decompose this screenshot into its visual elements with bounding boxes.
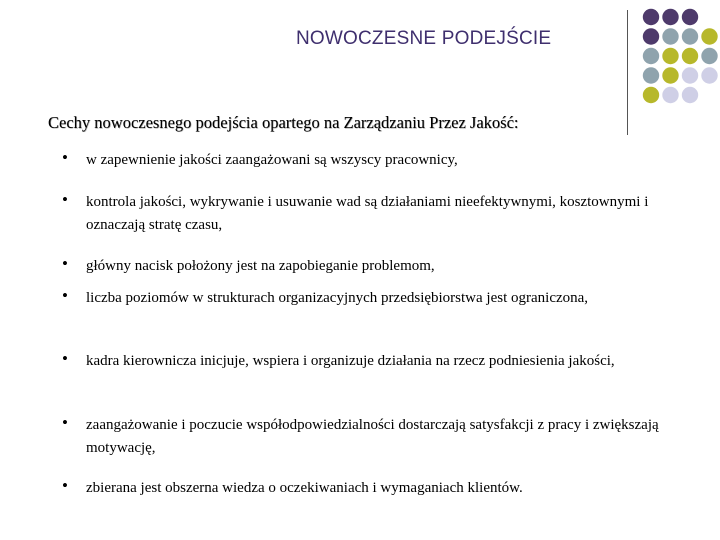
decorative-dot-grid (640, 6, 720, 122)
decorative-dot (701, 67, 717, 83)
decorative-dot (662, 87, 678, 103)
list-item-text: kontrola jakości, wykrywanie i usuwanie wad są działaniami nieefektywnymi, kosztownymi i oznaczają stratę czasu, (86, 194, 649, 233)
bullet-icon: • (62, 349, 68, 368)
decorative-dot (662, 48, 678, 64)
slide-title: NOWOCZESNE PODEJŚCIE (296, 28, 552, 49)
slide-subtitle: Cechy nowoczesnego podejścia opartego na Zarządzaniu Przez Jakość: (48, 113, 519, 132)
bullet-icon: • (62, 476, 68, 495)
decorative-dot (682, 9, 698, 25)
decorative-dot (662, 67, 678, 83)
list-item-text: kadra kierownicza inicjuje, wspiera i organizuje działania na rzecz podniesienia jakości, (86, 353, 615, 369)
decorative-dot (701, 28, 717, 44)
title-divider-line (627, 10, 628, 135)
bullet-icon: • (62, 286, 68, 305)
decorative-dot (643, 87, 659, 103)
list-item-text: zaangażowanie i poczucie współodpowiedzialności dostarczają satysfakcji z pracy i zwiększają motywację, (86, 417, 659, 456)
decorative-dot (643, 48, 659, 64)
bullet-icon: • (62, 190, 68, 209)
decorative-dot (682, 87, 698, 103)
decorative-dot (662, 9, 678, 25)
decorative-dot (682, 67, 698, 83)
list-item-text: liczba poziomów w strukturach organizacyjnych przedsiębiorstwa jest ograniczona, (86, 290, 589, 306)
bullet-icon: • (62, 254, 68, 273)
decorative-dot (643, 9, 659, 25)
decorative-dot (643, 67, 659, 83)
list-item-text: zbierana jest obszerna wiedza o oczekiwaniach i wymaganiach klientów. (86, 480, 523, 496)
decorative-dot (662, 28, 678, 44)
list-item-text: w zapewnienie jakości zaangażowani są wszyscy pracownicy, (86, 152, 458, 168)
decorative-dot (682, 48, 698, 64)
decorative-dot (701, 48, 717, 64)
list-item-text: główny nacisk położony jest na zapobieganie problemom, (86, 258, 435, 274)
decorative-dot (643, 28, 659, 44)
bullet-icon: • (62, 148, 68, 167)
decorative-dot (682, 28, 698, 44)
bullet-icon: • (62, 413, 68, 432)
